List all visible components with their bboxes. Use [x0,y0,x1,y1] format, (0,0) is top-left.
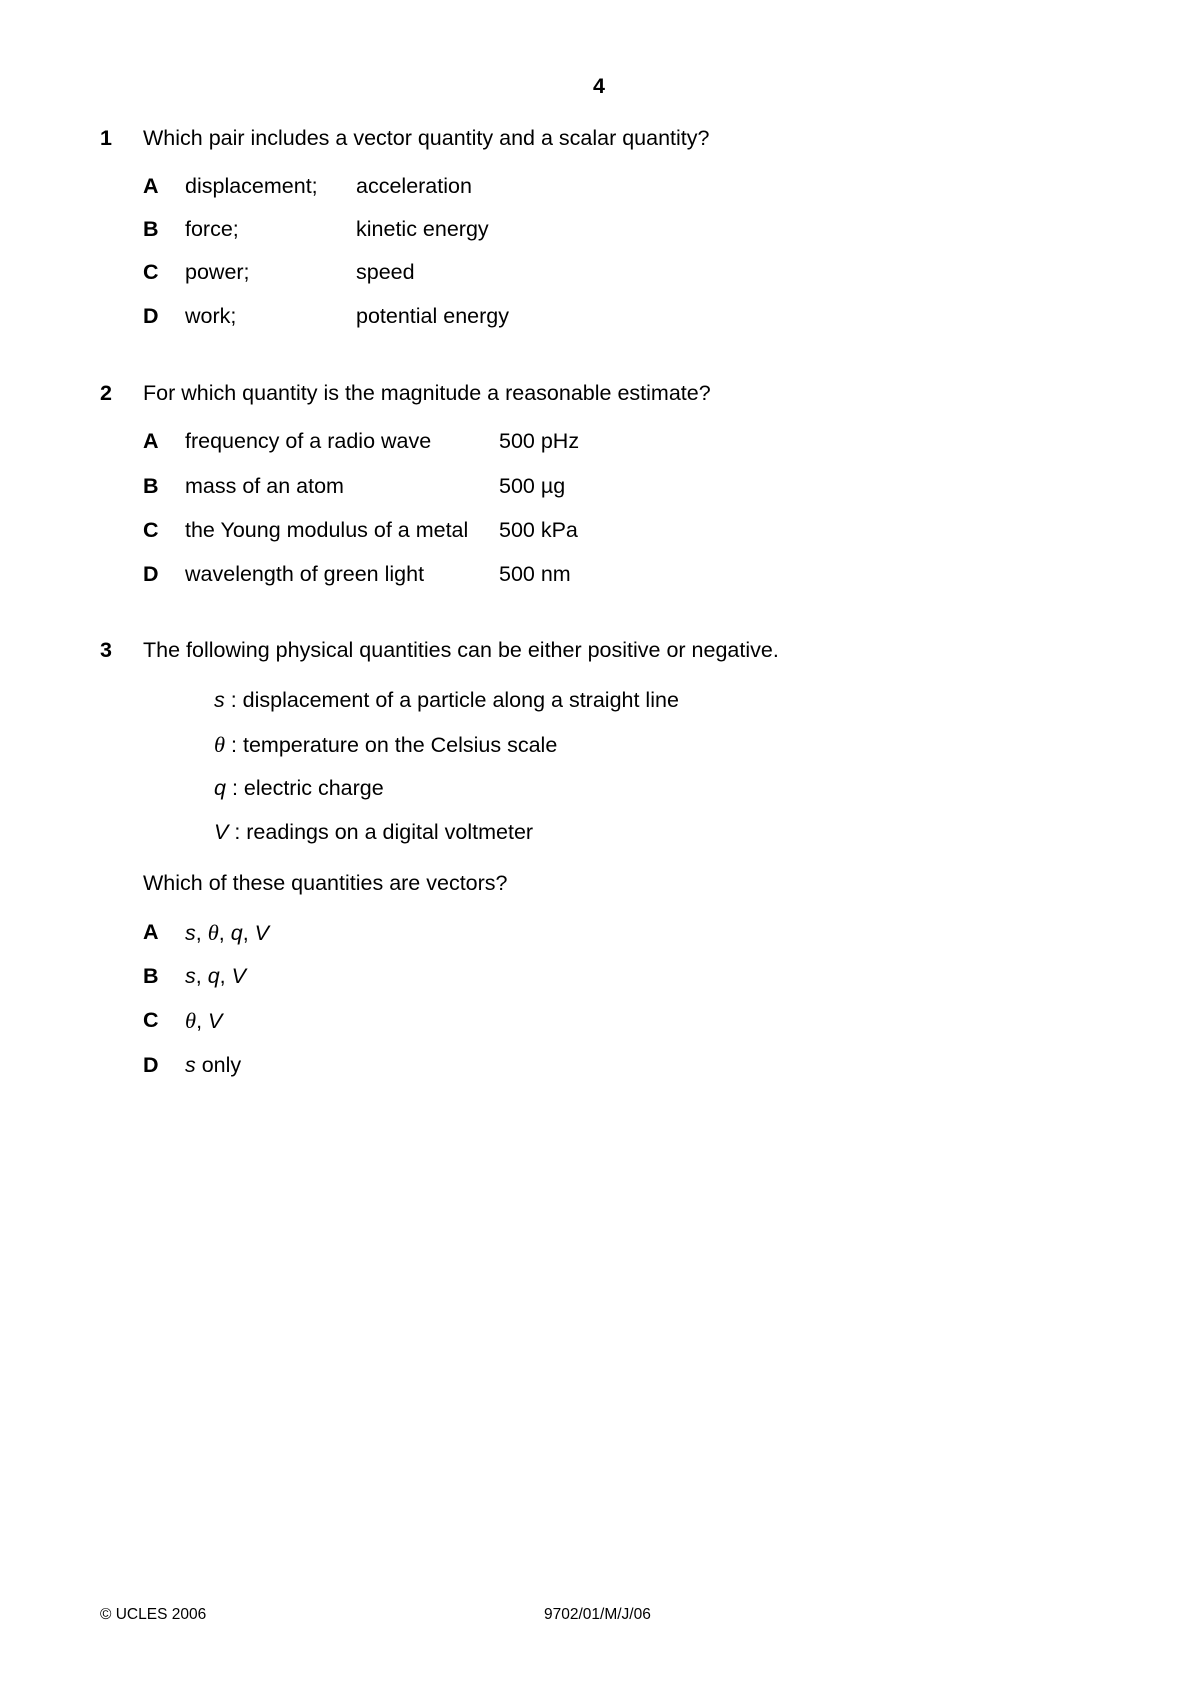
symbol-q: q [214,776,226,800]
option-c-quantity: the Young modulus of a metal [185,518,469,542]
option-c-second: speed [356,260,415,284]
definition-s [214,690,679,712]
question-number: 2 [100,381,112,405]
symbol-v: V [214,820,229,844]
option-d-quantity: wavelength of green light [185,562,425,586]
footer-paper-code: 9702/01/M/J/06 [544,1606,651,1623]
option-letter-b: B [143,964,159,988]
definition-text: : temperature on the Celsius scale [225,733,558,757]
option-c-first: power; [185,260,250,284]
question-number: 1 [100,126,112,150]
option-letter-d: D [143,562,159,586]
option-d-text: s only [185,1053,242,1077]
footer-copyright: © UCLES 2006 [100,1606,207,1623]
option-d-value: 500 nm [499,562,571,586]
option-d-first: work; [185,304,237,328]
option-a-quantity: frequency of a radio wave [185,429,432,453]
option-b-value: 500 µg [499,474,566,498]
option-letter-d: D [143,304,159,328]
question-stem: Which pair includes a vector quantity and a scalar quantity? [143,126,710,150]
option-letter-b: B [143,474,159,498]
question-number: 3 [100,638,112,662]
option-d-second: potential energy [356,304,509,328]
definition-text: : readings on a digital voltmeter [228,820,534,844]
option-a-first: displacement; [185,174,318,198]
question-stem: The following physical quantities can be either positive or negative. [143,638,779,662]
definition-text: : displacement of a particle along a straight line [224,688,679,712]
definition-v [214,822,533,844]
option-b-quantity: mass of an atom [185,474,344,498]
option-letter-c: C [143,1008,159,1032]
option-letter-c: C [143,518,159,542]
option-letter-a: A [143,429,159,453]
question-prompt: Which of these quantities are vectors? [143,871,508,895]
symbol-theta: θ [214,732,226,757]
option-b-first: force; [185,217,239,241]
symbol-s: s [214,688,225,712]
definition-q [214,778,384,800]
option-a-second: acceleration [356,174,472,198]
option-letter-c: C [143,260,159,284]
option-a-text: s, θ, q, V [185,920,269,945]
definition-text: : electric charge [225,776,384,800]
option-letter-a: A [143,174,159,198]
option-b-text: s, q, V [185,964,246,988]
option-letter-d: D [143,1053,159,1077]
question-stem: For which quantity is the magnitude a reasonable estimate? [143,381,711,405]
option-b-second: kinetic energy [356,217,489,241]
option-a-value: 500 pHz [499,429,580,453]
definition-theta [214,734,557,757]
option-c-text: θ, V [185,1008,223,1033]
option-c-value: 500 kPa [499,518,578,542]
page-number: 4 [593,74,605,98]
option-letter-b: B [143,217,159,241]
option-letter-a: A [143,920,159,944]
